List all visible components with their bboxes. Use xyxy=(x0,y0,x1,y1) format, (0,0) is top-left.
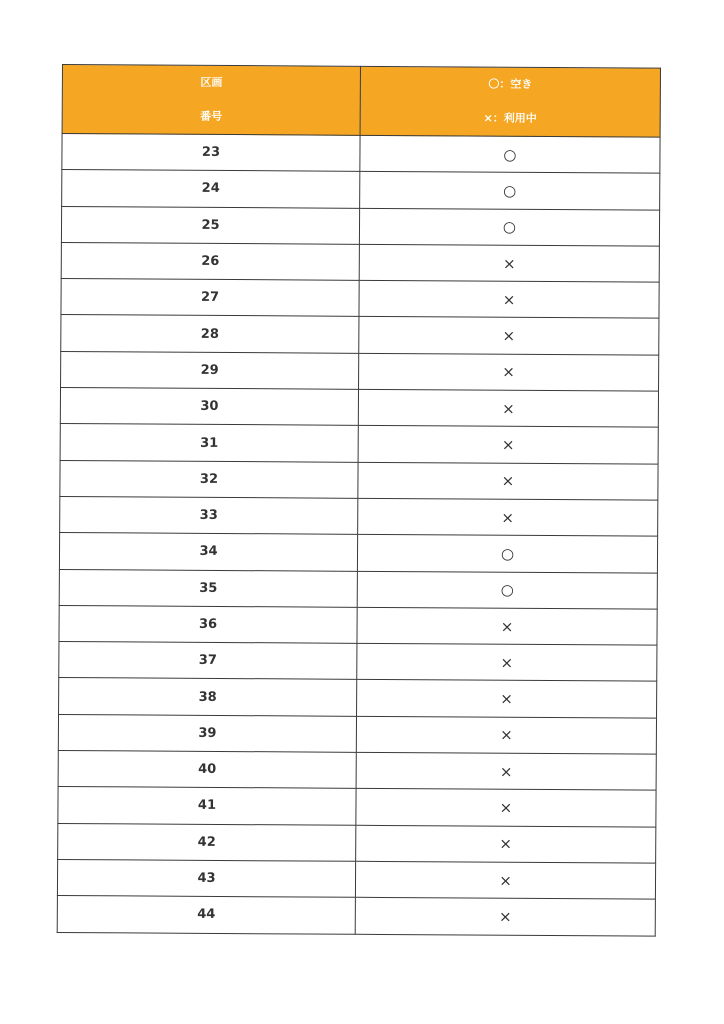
table-row xyxy=(61,351,659,391)
slot-status: ○ xyxy=(359,208,659,246)
table-row xyxy=(60,424,658,464)
slot-availability-table xyxy=(57,64,661,936)
slot-number: 41 xyxy=(58,787,356,825)
table-row xyxy=(58,823,656,863)
slot-status: × xyxy=(359,244,659,282)
header-status-legend xyxy=(360,66,660,137)
table-row xyxy=(62,134,660,174)
slot-number: 29 xyxy=(61,351,359,389)
table-row xyxy=(58,751,656,791)
header-slot-number xyxy=(62,65,360,136)
slot-status: × xyxy=(358,462,658,500)
header-slot-number-line1: 区画 xyxy=(200,75,223,89)
slot-status: × xyxy=(356,789,656,827)
slot-number: 31 xyxy=(60,424,358,462)
slot-status: × xyxy=(359,281,659,319)
table-row xyxy=(59,533,657,573)
slot-number: 40 xyxy=(58,751,356,789)
slot-status: ○ xyxy=(357,535,657,573)
table-row xyxy=(61,315,659,355)
slot-number: 23 xyxy=(62,134,360,172)
slot-status: × xyxy=(355,861,655,899)
slot-number: 27 xyxy=(61,279,359,317)
table-row xyxy=(61,206,659,246)
table-row xyxy=(58,714,656,754)
table-row xyxy=(57,896,655,936)
table-row xyxy=(59,678,657,718)
table-row xyxy=(57,859,655,899)
header-slot-number-line2: 番号 xyxy=(200,109,223,123)
table-row xyxy=(60,460,658,500)
slot-status: × xyxy=(357,680,657,718)
slot-number: 30 xyxy=(60,388,358,426)
table-row xyxy=(62,170,660,210)
table-row xyxy=(61,242,659,282)
slot-status: × xyxy=(357,643,657,681)
legend-available: 〇：空き xyxy=(488,77,533,91)
slot-number: 33 xyxy=(60,496,358,534)
legend-in-use: ×：利用中 xyxy=(483,111,537,125)
slot-status: × xyxy=(356,752,656,790)
slot-number: 35 xyxy=(59,569,357,607)
table-row xyxy=(61,279,659,319)
slot-number: 39 xyxy=(58,714,356,752)
slot-status: × xyxy=(358,389,658,427)
slot-number: 42 xyxy=(58,823,356,861)
table-header-row xyxy=(62,65,660,138)
document-page xyxy=(57,64,660,936)
table-body xyxy=(57,134,660,936)
slot-status: ○ xyxy=(357,571,657,609)
slot-number: 24 xyxy=(62,170,360,208)
slot-status: ○ xyxy=(360,135,660,173)
table-row xyxy=(58,787,656,827)
slot-status: × xyxy=(358,498,658,536)
table-row xyxy=(59,605,657,645)
table-row xyxy=(60,388,658,428)
slot-status: × xyxy=(357,607,657,645)
slot-number: 37 xyxy=(59,642,357,680)
slot-status: × xyxy=(358,426,658,464)
slot-number: 28 xyxy=(61,315,359,353)
table-row xyxy=(59,569,657,609)
slot-status: × xyxy=(356,716,656,754)
slot-status: × xyxy=(355,898,655,936)
slot-number: 44 xyxy=(57,896,355,934)
slot-number: 26 xyxy=(61,242,359,280)
slot-status: × xyxy=(359,317,659,355)
slot-status: × xyxy=(359,353,659,391)
table-row xyxy=(59,642,657,682)
slot-number: 36 xyxy=(59,605,357,643)
slot-number: 25 xyxy=(61,206,359,244)
slot-status: ○ xyxy=(360,172,660,210)
slot-number: 34 xyxy=(59,533,357,571)
slot-number: 38 xyxy=(59,678,357,716)
slot-status: × xyxy=(356,825,656,863)
slot-number: 32 xyxy=(60,460,358,498)
table-row xyxy=(60,496,658,536)
slot-number: 43 xyxy=(57,859,355,897)
